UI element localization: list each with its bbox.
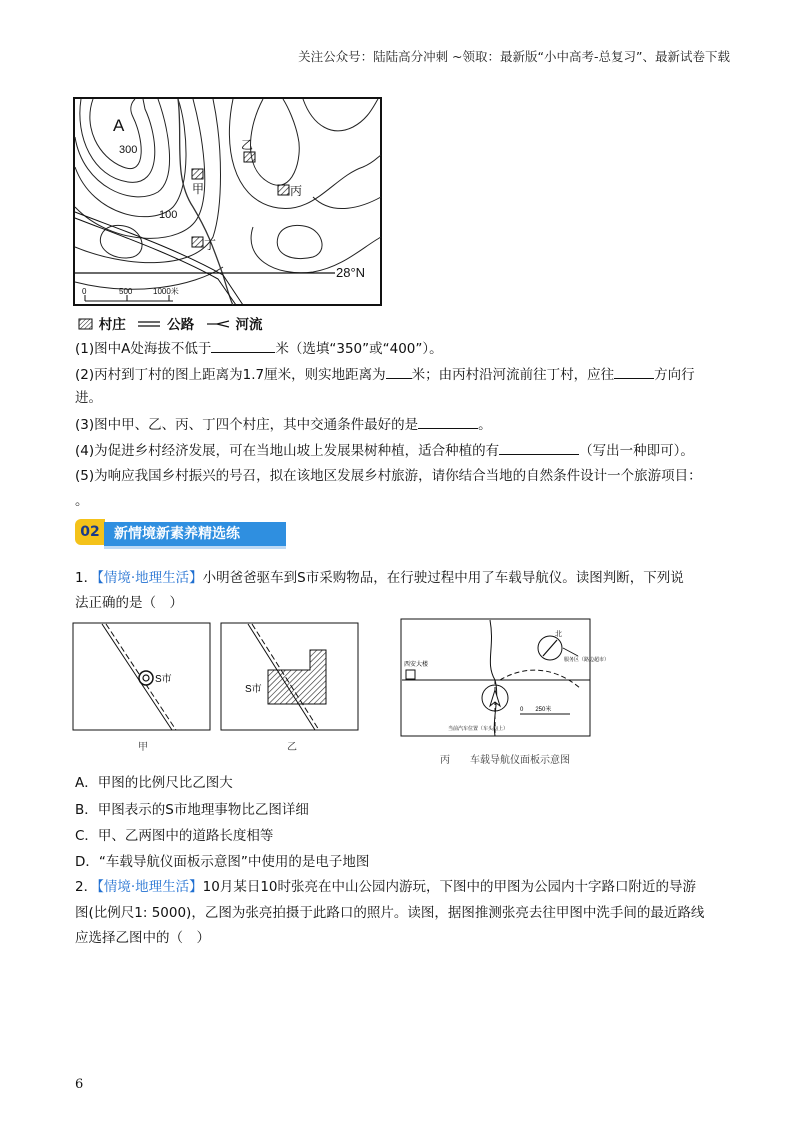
legend-village: 村庄 bbox=[98, 317, 126, 333]
section-number: 02 bbox=[75, 519, 105, 545]
question-5-end: 。 bbox=[75, 493, 89, 509]
label-300: 300 bbox=[119, 144, 138, 156]
fig-jia-city: S市 bbox=[155, 674, 172, 685]
fig-bing-poi: 服务区（路边超市） bbox=[564, 657, 610, 663]
fig-jia-map bbox=[72, 622, 212, 732]
question-2-cont: 进。 bbox=[75, 390, 102, 406]
scale-0: 0 bbox=[82, 287, 87, 296]
contour-map bbox=[73, 97, 383, 307]
item2-tag: 【情境·地理生活】 bbox=[97, 879, 203, 895]
question-2: (2)丙村到丁村的图上距离为1.7厘米，则实地距离为 米；由丙村沿河流前往丁村，应往 方向行 bbox=[75, 364, 695, 385]
label-bing: 丙 bbox=[290, 184, 303, 198]
fig-bing-caption: 丙 车载导航仪面板示意图 bbox=[440, 755, 570, 766]
question-4: (4)为促进乡村经济发展，可在当地山坡上发展果树种植，适合种植的有 （写出一种即可）。 bbox=[75, 440, 694, 461]
fig-bing-navigator bbox=[400, 618, 610, 738]
scale-1000: 1000米 bbox=[153, 287, 179, 296]
option-d[interactable]: D．“车载导航仪面板示意图”中使用的是电子地图 bbox=[75, 854, 370, 870]
item1-stem-line2: 法正确的是（ ） bbox=[75, 595, 183, 611]
answer-blank-2a[interactable] bbox=[386, 364, 412, 379]
item2-stem-line1: 2．【情境·地理生活】10月某日10时张亮在中山公园内游玩，下图中的甲图为公园内十字路口附近的导游 bbox=[75, 879, 696, 895]
fig-yi-map bbox=[220, 622, 360, 732]
answer-blank-4[interactable] bbox=[499, 440, 579, 455]
fig-bing-north: 北 bbox=[555, 631, 562, 638]
item2-stem-line3: 应选择乙图中的（ ） bbox=[75, 930, 210, 946]
question-5: (5)为响应我国乡村振兴的号召，拟在该地区发展乡村旅游，请你结合当地的自然条件设计一个旅游项目： bbox=[75, 468, 702, 484]
village-yi-marker bbox=[244, 152, 255, 162]
fig-yi-city: S市 bbox=[245, 684, 262, 695]
village-jia-marker bbox=[192, 169, 203, 179]
option-a[interactable]: A．甲图的比例尺比乙图大 bbox=[75, 775, 233, 791]
page-number: 6 bbox=[75, 1077, 84, 1092]
page-header: 关注公众号：陆陆高分冲刺 ~领取：最新版“小中高考-总复习”、最新试卷下载 bbox=[298, 49, 730, 64]
answer-blank-3[interactable] bbox=[418, 414, 478, 429]
label-a: A bbox=[113, 116, 125, 135]
fig-bing-car-label: 当前汽车位置（车头向上） bbox=[448, 726, 509, 732]
fig-bing-scale: 0 250米 bbox=[520, 707, 552, 713]
legend-river: 河流 bbox=[235, 317, 263, 333]
fig-bing-building: 西安大楼 bbox=[404, 662, 429, 668]
label-ding: 丁 bbox=[204, 238, 217, 252]
river-legend-icon bbox=[205, 318, 231, 330]
label-yi: 乙 bbox=[241, 138, 254, 152]
option-c[interactable]: C．甲、乙两图中的道路长度相等 bbox=[75, 828, 274, 844]
label-latitude: 28°N bbox=[336, 265, 366, 280]
scale-500: 500 bbox=[119, 287, 133, 296]
item1-tag: 【情境·地理生活】 bbox=[97, 570, 203, 586]
label-100: 100 bbox=[159, 209, 178, 221]
option-b[interactable]: B．甲图表示的S市地理事物比乙图详细 bbox=[75, 802, 309, 818]
item2-stem-line2: 图(比例尺1: 5000)，乙图为张亮拍摄于此路口的照片。读图，据图推测张亮去往甲图中洗手间的最近路线 bbox=[75, 905, 705, 921]
fig-jia-caption: 甲 bbox=[138, 742, 148, 753]
village-legend-icon bbox=[78, 318, 94, 330]
fig-yi-caption: 乙 bbox=[287, 742, 297, 753]
question-1: (1)图中A处海拔不低于 米（选填“350”或“400”）。 bbox=[75, 338, 443, 359]
question-3: (3)图中甲、乙、丙、丁四个村庄，其中交通条件最好的是 。 bbox=[75, 414, 492, 435]
answer-blank-2b[interactable] bbox=[614, 364, 654, 379]
answer-blank-1[interactable] bbox=[211, 338, 275, 353]
section-title: 新情境新素养精选练 bbox=[104, 522, 286, 546]
road-legend-icon bbox=[136, 318, 162, 330]
label-jia: 甲 bbox=[192, 182, 205, 196]
village-ding-marker bbox=[192, 237, 203, 247]
item1-stem-line1: 1．【情境·地理生活】小明爸爸驱车到S市采购物品，在行驶过程中用了车载导航仪。读图判断，下列说 bbox=[75, 570, 684, 586]
map-legend bbox=[78, 313, 263, 333]
legend-road: 公路 bbox=[167, 317, 195, 333]
village-bing-marker bbox=[278, 185, 289, 195]
